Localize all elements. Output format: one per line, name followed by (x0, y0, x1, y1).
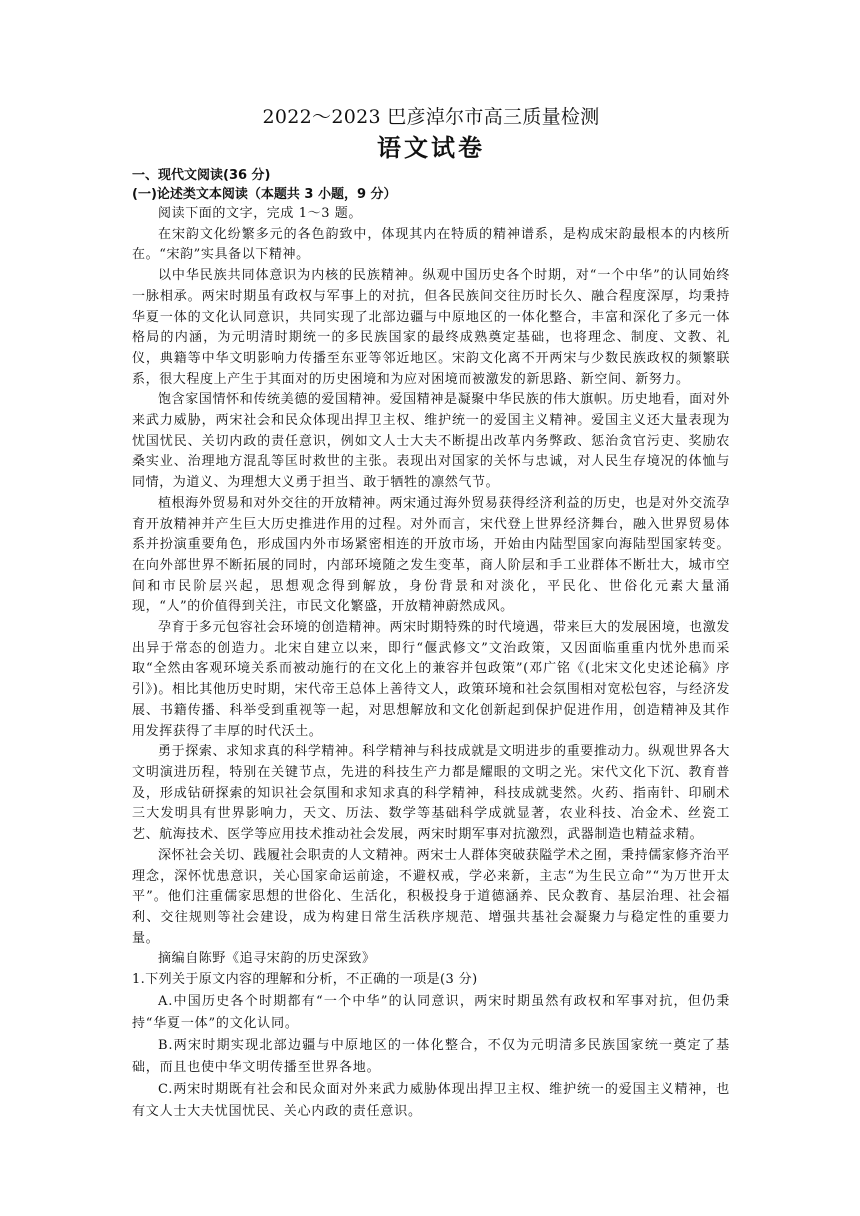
passage-paragraph: 在宋韵文化纷繁多元的各色韵致中，体现其内在特质的精神谱系，是构成宋韵最根本的内核所在。“宋韵”实具备以下精神。 (132, 226, 730, 263)
passage-source: 摘编自陈野《追寻宋韵的历史深致》 (158, 951, 376, 967)
passage-paragraph: 勇于探索、求知求真的科学精神。科学精神与科技成就是文明进步的重要推动力。纵观世界各大文明演进历程，特别在关键节点，先进的科技生产力都是耀眼的文明之光。宋代文化下沉、教育普及，形成钻研探索的知识社会氛围和求知求真的科学精神，科技成就斐然。火药、指南针、印刷术三大发明具有世界影响力，天文、历法、数学等基础科学成就显著，农业科技、冶金术、丝瓷工艺、航海技术、医学等应用技术推动社会发展，两宋时期军事对抗激烈，武器制造也精益求精。 (132, 744, 730, 843)
subsection-heading: (一)论述类文本阅读（本题共 3 小题，9 分） (132, 187, 397, 202)
passage-paragraph: 孕育于多元包容社会环境的创造精神。两宋时期特殊的时代境遇，带来巨大的发展困境，也激发出异于常态的创造力。北宋自建立以来，即行“偃武修文”文治政策，又因面临重重内忧外患而采取“全然由客观环境关系而被动施行的在文化上的兼容并包政策”(邓广铭《(北宋文化史述论稿》序引》)。相比其他历史时期，宋代帝王总体上善待文人，政策环境和社会氛围相对宽松包容，与经济发展、书籍传播、科举受到重视等一起，对思想解放和文化创新起到保护促进作用，创造精神及其作用发挥获得了丰厚的时代沃土。 (132, 620, 730, 739)
passage-paragraph: 饱含家国情怀和传统美德的爱国精神。爱国精神是凝聚中华民族的伟大旗帜。历史地看，面对外来武力威胁，两宋社会和民众体现出捍卫主权、维护统一的爱国主义精神。爱国主义还大量表现为忧国忧民、关切内政的责任意识，例如文人士大夫不断提出改革内务弊政、惩治贪官污吏、奖励农桑实业、治理地方混乱等匡时救世的主张。表现出对国家的关怀与忠诚，对人民生存境况的体恤与同情，为道义、为理想大义勇于担当、敢于牺牲的凛然气节。 (132, 392, 730, 491)
subject-title: 语文试卷 (377, 133, 485, 162)
reading-instruction: 阅读下面的文字，完成 1～3 题。 (158, 206, 363, 221)
question-option-b: B.两宋时期实现北部边疆与中原地区的一体化整合，不仅为元明清多民族国家统一奠定了基础，而且也使中华文明传播至世界各地。 (132, 1037, 730, 1075)
passage-paragraph: 植根海外贸易和对外交往的开放精神。两宋通过海外贸易获得经济利益的历史，也是对外交流孕育开放精神并产生巨大历史推进作用的过程。对外而言，宋代登上世界经济舞台，融入世界贸易体系并扮演重要角色，形成国内外市场紧密相连的开放市场，开始由内陆型国家向海陆型国家转变。在向外部世界不断拓展的同时，内部环境随之发生变革，商人阶层和手工业群体不断壮大，城市空间和市民阶层兴起，思想观念得到解放，身份背景和对淡化，平民化、世俗化元素大量涌现，“人”的价值得到关注，市民文化繁盛，开放精神蔚然成风。 (132, 495, 730, 615)
passage-paragraph: 深怀社会关切、践履社会职责的人文精神。两宋士人群体突破获隘学术之囿，秉持儒家修齐治平理念，深怀忧患意识，关心国家命运前途，不避权戒，学必来新，主志“为生民立命”“为万世开太平”。他们注重儒家思想的世俗化、生活化，积极投身于道德涵养、民众教育、基层治理、社会福利、交往规则等社会建设，成为构建日常生活秩序规范、增强共基社会凝聚力与稳定性的重要力量。 (132, 847, 730, 946)
exam-title: 2022～2023 巴彦淖尔市高三质量检测 (262, 106, 600, 128)
question-stem: 1.下列关于原文内容的理解和分析，不正确的一项是(3 分) (132, 972, 478, 988)
passage-paragraph: 以中华民族共同体意识为内核的民族精神。纵观中国历史各个时期，对“一个中华”的认同始终一脉相承。两宋时期虽有政权与军事上的对抗，但各民族间交往历时长久、融合程度深厚，均秉持华夏一体的文化认同意识，共同实现了北部边疆与中原地区的一体化整合，丰富和深化了多元一体格局的内涵，为元明清时期统一的多民族国家的最终成熟奠定基础，也将理念、制度、文教、礼仪，典籍等中华文明影响力传播至东亚等邻近地区。宋韵文化离不开两宋与少数民族政权的频繁联系，很大程度上产生于其面对的历史困境和为应对困境而被激发的新思路、新空间、新努力。 (132, 268, 730, 387)
question-option-a: A.中国历史各个时期都有“一个中华”的认同意识，两宋时期虽然有政权和军事对抗，但仍秉持“华夏一体”的文化认同。 (132, 993, 730, 1031)
question-option-c: C.两宋时期既有社会和民众面对外来武力威胁体现出捍卫主权、维护统一的爱国主义精神，也有文人士大夫忧国忧民、关心内政的责任意识。 (132, 1081, 730, 1119)
exam-page (132, 104, 730, 1123)
section-heading: 一、现代文阅读(36 分) (132, 168, 271, 183)
